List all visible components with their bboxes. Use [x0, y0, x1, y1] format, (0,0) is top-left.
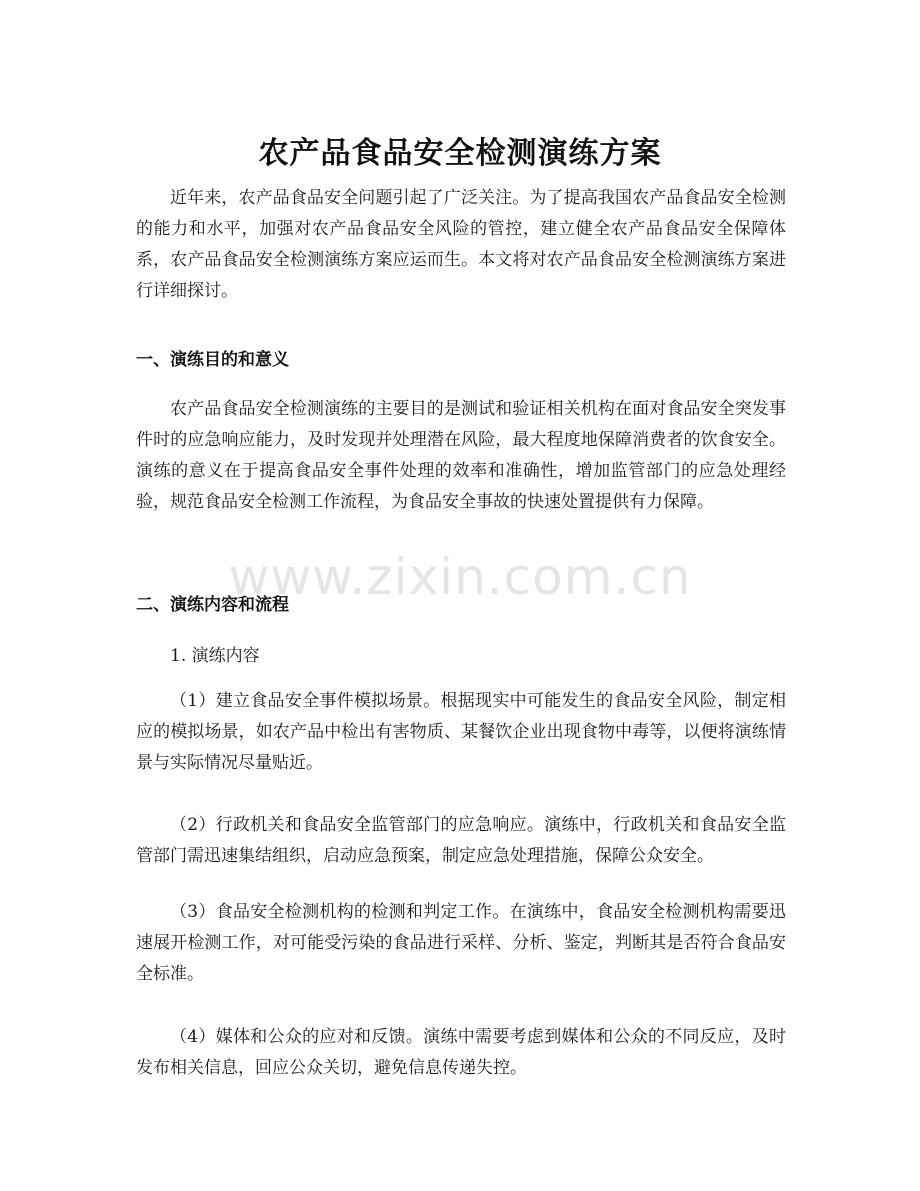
section-heading-content: 二、演练内容和流程 — [136, 595, 289, 615]
intro-paragraph: 近年来，农产品食品安全问题引起了广泛关注。为了提高我国农产品食品安全检测的能力和水平，加强对农产品食品安全风险的管控，建立健全农产品食品安全保障体系，农产品食品安全检测演练方案应运而生。本文将对农产品食品安全检测演练方案进行详细探讨。 — [136, 188, 786, 301]
document-title: 农产品食品安全检测演练方案 — [258, 136, 662, 172]
section-heading-purpose: 一、演练目的和意义 — [136, 350, 289, 370]
purpose-paragraph: 农产品食品安全检测演练的主要目的是测试和验证相关机构在面对食品安全突发事件时的应急响应能力，及时发现并处理潜在风险，最大程度地保障消费者的饮食安全。演练的意义在于提高食品安全事件处理的效率和准确性，增加监管部门的应急处理经验，规范食品安全检测工作流程，为食品安全事故的快速处置提供有力保障。 — [136, 399, 786, 512]
list-item: （1）建立食品安全事件模拟场景。根据现实中可能发生的食品安全风险，制定相应的模拟场景，如农产品中检出有害物质、某餐饮企业出现食物中毒等，以便将演练情景与实际情况尽量贴近。 — [136, 691, 786, 773]
watermark: www.zixin.com.cn — [228, 548, 692, 606]
list-item: （2）行政机关和食品安全监管部门的应急响应。演练中，行政机关和食品安全监管部门需迅速集结组织，启动应急预案，制定应急处理措施，保障公众安全。 — [136, 815, 786, 866]
list-item: （3）食品安全检测机构的检测和判定工作。在演练中，食品安全检测机构需要迅速展开检测工作，对可能受污染的食品进行采样、分析、鉴定，判断其是否符合食品安全标准。 — [136, 902, 786, 984]
subheading-content: 1. 演练内容 — [170, 646, 260, 666]
list-item: （4）媒体和公众的应对和反馈。演练中需要考虑到媒体和公众的不同反应，及时发布相关信息，回应公众关切，避免信息传递失控。 — [136, 1027, 786, 1078]
